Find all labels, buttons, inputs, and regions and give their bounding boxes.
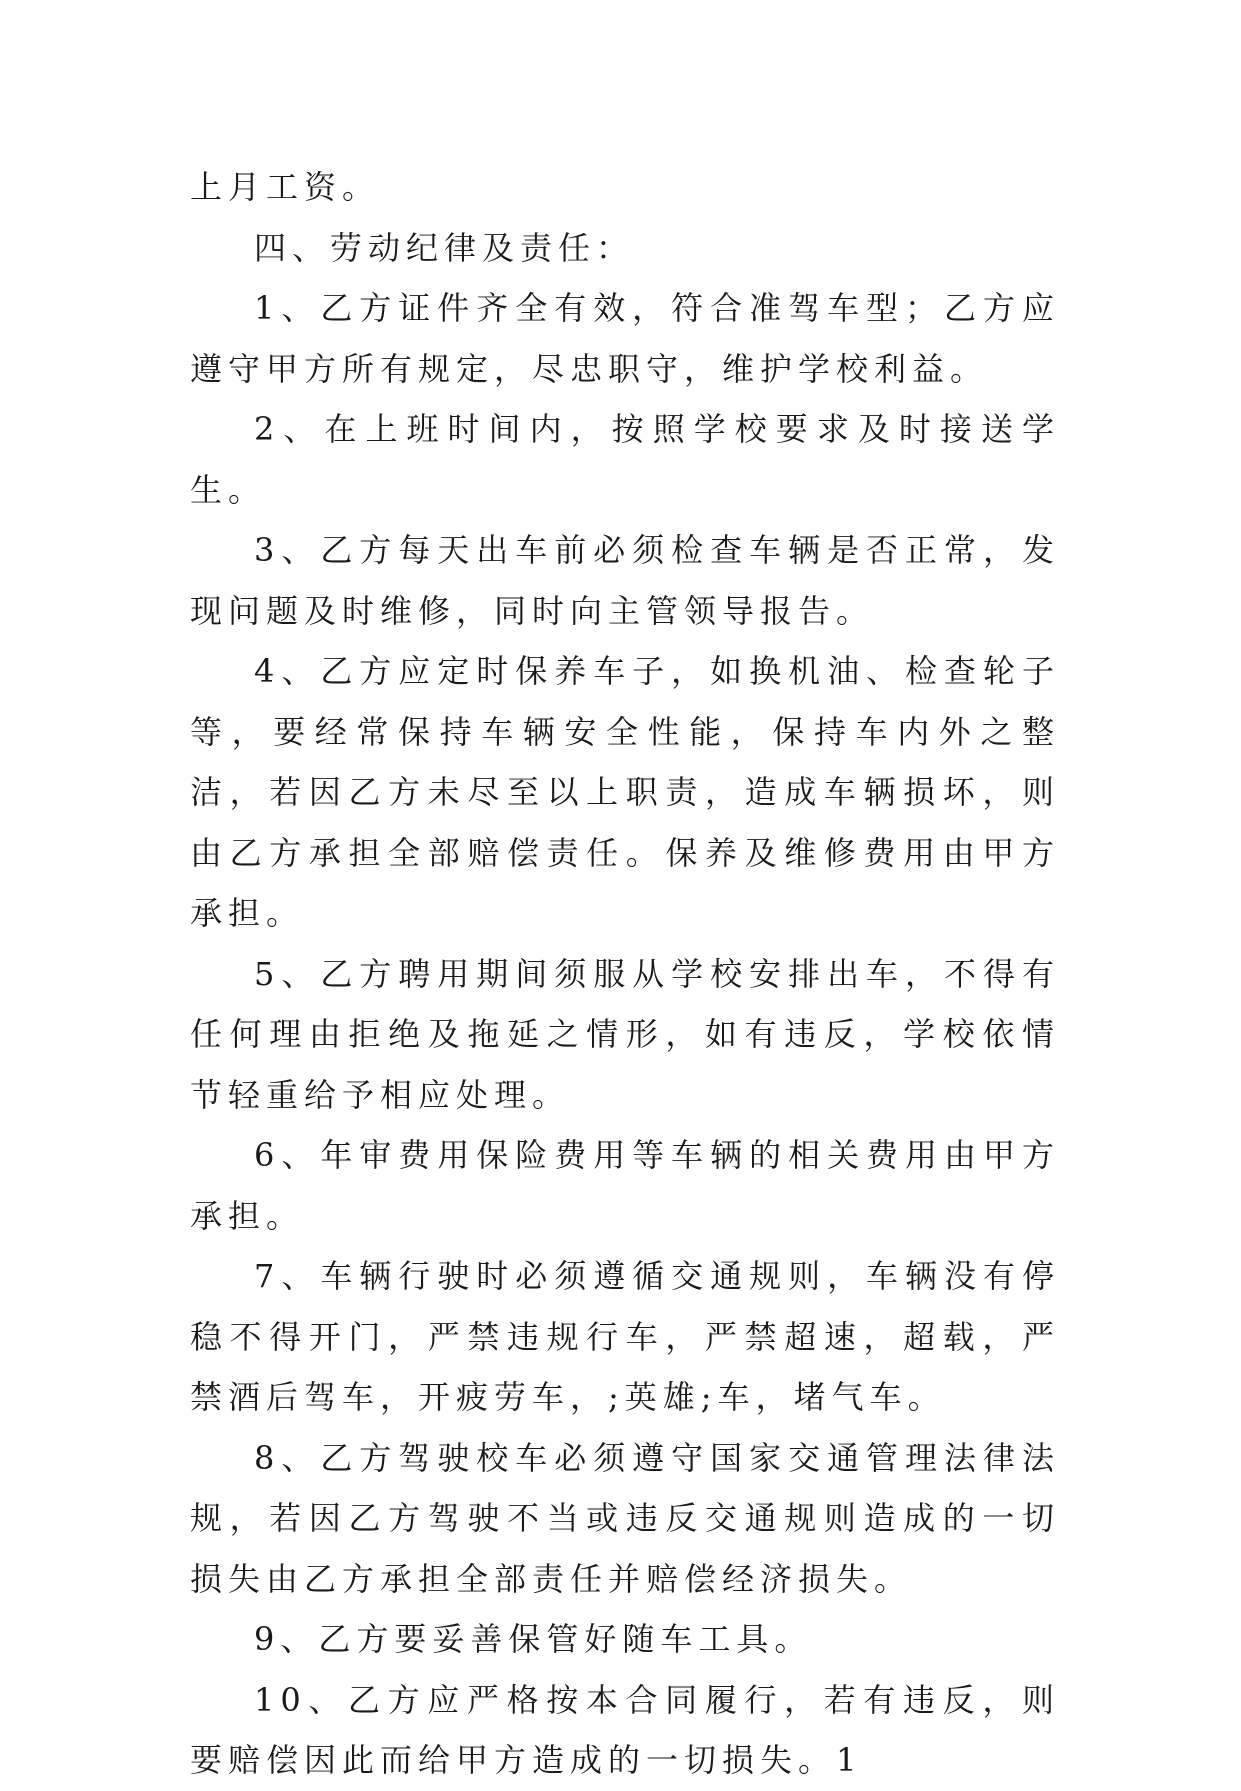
section-heading-labor-discipline: 四、劳动纪律及责任： [254,228,635,267]
clause-3: 3、乙方每天出车前必须检查车辆是否正常，发现问题及时维修，同时向主管领导报告。 [190,531,1060,630]
clause-1: 1、乙方证件齐全有效，符合准驾车型；乙方应遵守甲方所有规定，尽忠职守，维护学校利益。 [190,289,1060,388]
clause-8: 8、乙方驾驶校车必须遵守国家交通管理法律法规，若因乙方驾驶不当或违反交通规则造成的一切损失由乙方承担全部责任并赔偿经济损失。 [190,1438,1060,1598]
clause-4: 4、乙方应定时保养车子，如换机油、检查轮子等，要经常保持车辆安全性能，保持车内外之整洁，若因乙方未尽至以上职责，造成车辆损坏，则由乙方承担全部赔偿责任。保养及维修费用由甲方承担。 [190,652,1060,932]
clause-10: 10、乙方应严格按本合同履行，若有违反，则要赔偿因此而给甲方造成的一切损失。1 [190,1680,1060,1779]
clause-9: 9、乙方要妥善保管好随车工具。 [254,1620,813,1658]
clause-7: 7、车辆行驶时必须遵循交通规则，车辆没有停稳不得开门，严禁违规行车，严禁超速，超载，严禁酒后驾车，开疲劳车，;英雄;车，堵气车。 [190,1257,1060,1416]
document-body [190,157,1060,1791]
clause-2: 2、在上班时间内，按照学校要求及时接送学生。 [190,410,1060,509]
clause-6: 6、年审费用保险费用等车辆的相关费用由甲方承担。 [190,1136,1060,1235]
paragraph-intro-wage: 上月工资。 [190,168,381,206]
clause-5: 5、乙方聘用期间须服从学校安排出车，不得有任何理由拒绝及拖延之情形，如有违反，学校依情节轻重给予相应处理。 [190,954,1060,1114]
